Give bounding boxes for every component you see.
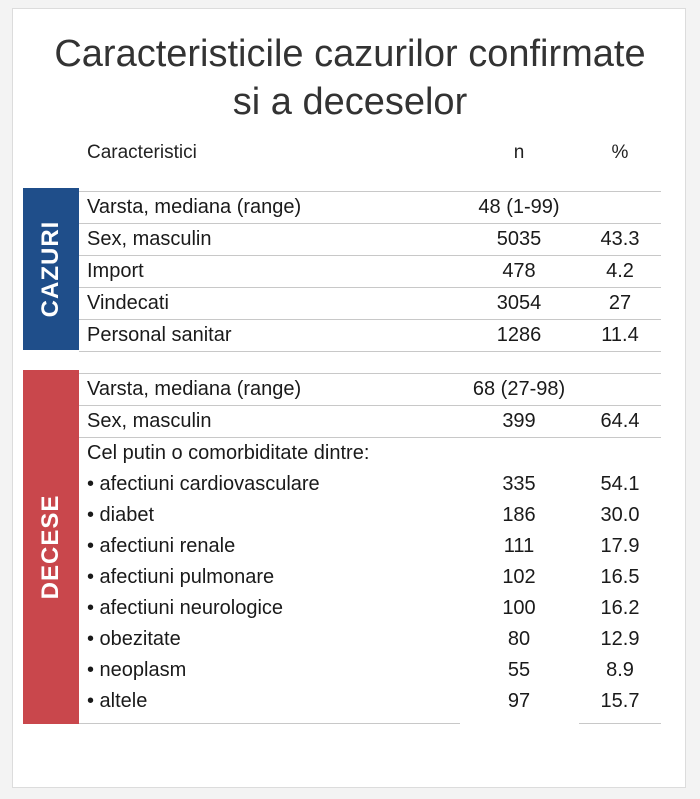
row-percent-value: 43.3: [600, 228, 640, 250]
decese-table: [79, 373, 661, 717]
row-label: Varsta, mediana (range): [87, 378, 302, 400]
row-label: • diabet: [87, 504, 155, 526]
row-percent-value: 54.1: [600, 473, 640, 495]
row-n-value: 80: [507, 628, 531, 650]
row-n-value: 97: [507, 690, 531, 712]
row-percent-value: 16.5: [600, 566, 640, 588]
row-label: • obezitate: [87, 628, 181, 650]
row-percent-value: 16.2: [600, 597, 640, 619]
row-n-value: 478: [502, 260, 536, 282]
row-label: Import: [87, 260, 144, 282]
header-characteristic: Caracteristici: [87, 142, 197, 163]
row-percent-value: 12.9: [600, 628, 640, 650]
row-label: Sex, masculin: [87, 228, 212, 250]
row-n-value: 68 (27-98): [472, 378, 566, 400]
table-row: [79, 500, 661, 531]
row-n-value: 399: [502, 410, 536, 432]
row-label: • afectiuni renale: [87, 535, 236, 557]
title-line-2: si a deceselor: [232, 81, 468, 123]
table-row: [79, 438, 661, 469]
title-line-1: Caracteristicile cazurilor confirmate: [54, 33, 646, 75]
row-n-value: 186: [502, 504, 536, 526]
table-row: [79, 469, 661, 500]
row-percent-value: 17.9: [600, 535, 640, 557]
decese-label: DECESE: [37, 494, 64, 600]
table-row: [79, 686, 661, 717]
row-n-value: 111: [503, 535, 535, 557]
table-row: [79, 593, 661, 624]
slide-title: [0, 30, 700, 126]
row-label: Vindecati: [87, 292, 169, 314]
bottom-rule-left: [79, 723, 460, 724]
row-n-value: 3054: [496, 292, 542, 314]
cazuri-band: [23, 188, 79, 350]
table-row: [79, 624, 661, 655]
row-percent-value: 27: [608, 292, 632, 314]
row-label: Sex, masculin: [87, 410, 212, 432]
row-n-value: 55: [507, 659, 531, 681]
row-percent-value: 64.4: [600, 410, 640, 432]
row-label: • altele: [87, 690, 148, 712]
row-n-value: 102: [502, 566, 536, 588]
row-label: • neoplasm: [87, 659, 187, 681]
row-n-value: 48 (1-99): [478, 196, 560, 218]
row-label: • afectiuni pulmonare: [87, 566, 275, 588]
row-label: • afectiuni cardiovasculare: [87, 473, 320, 495]
table-row: [79, 288, 661, 320]
header-n: n: [513, 142, 525, 163]
decese-band: [23, 370, 79, 724]
table-row: [79, 374, 661, 406]
table-row: [79, 320, 661, 352]
table-row: [79, 531, 661, 562]
row-n-value: 5035: [496, 228, 542, 250]
row-label: Varsta, mediana (range): [87, 196, 302, 218]
table-row: [79, 192, 661, 224]
table-row: [79, 655, 661, 686]
bottom-rule-right: [579, 723, 661, 724]
table-row: [79, 562, 661, 593]
row-label: Personal sanitar: [87, 324, 232, 346]
row-percent-value: 30.0: [600, 504, 640, 526]
table-row: [79, 224, 661, 256]
row-percent-value: 11.4: [601, 324, 639, 346]
table-row: [79, 406, 661, 438]
row-n-value: 100: [502, 597, 536, 619]
row-label: Cel putin o comorbiditate dintre:: [87, 442, 370, 464]
row-percent-value: 8.9: [606, 659, 634, 681]
row-label: • afectiuni neurologice: [87, 597, 284, 619]
cazuri-table: [79, 191, 661, 352]
row-n-value: 335: [502, 473, 536, 495]
row-percent-value: 4.2: [606, 260, 634, 282]
header-percent: %: [611, 142, 629, 163]
cazuri-label: CAZURI: [37, 220, 64, 318]
row-percent-value: 15.7: [600, 690, 640, 712]
table-row: [79, 256, 661, 288]
row-n-value: 1286: [496, 324, 542, 346]
